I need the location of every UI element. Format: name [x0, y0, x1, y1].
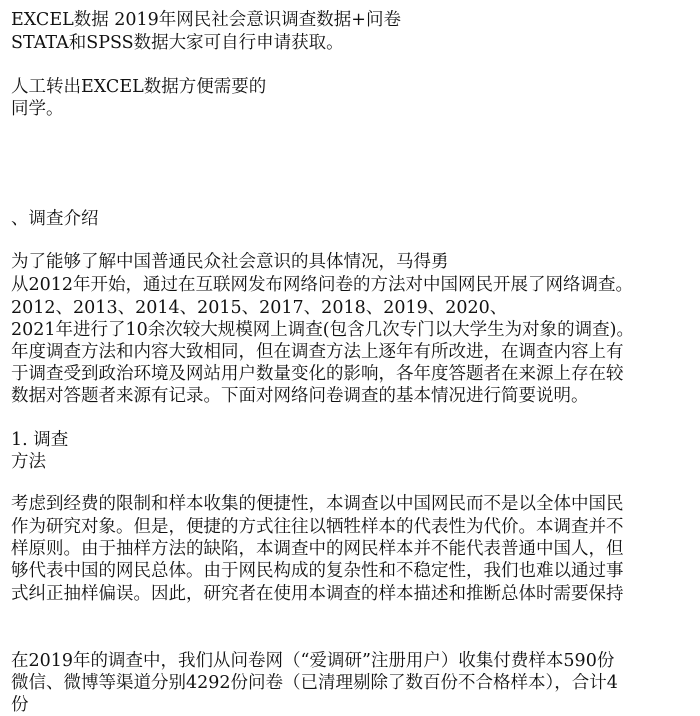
section-heading-intro: 、调查介绍 — [11, 209, 99, 229]
header-line-4: 同学。 — [11, 99, 64, 119]
section-heading-method-cont: 方法 — [11, 452, 46, 472]
header-line-2: STATA和SPSS数据大家可自行申请获取。 — [11, 33, 344, 53]
year2019-line: 微信、微博等渠道分别4292份问卷（已清理剔除了数百份不合格样本），合计4 — [11, 673, 618, 693]
section-heading-method: 1. 调查 — [11, 430, 69, 450]
year2019-line: 在2019年的调查中，我们从问卷网（“爱调研”注册用户）收集付费样本590份 — [11, 651, 615, 671]
intro-line: 于调查受到政治环境及网站用户数量变化的影响，各年度答题者在来源上存在较 — [11, 364, 624, 384]
method-line: 样原则。由于抽样方法的缺陷，本调查中的网民样本并不能代表普通中国人，但 — [11, 539, 624, 559]
intro-line: 数据对答题者来源有记录。下面对网络问卷调查的基本情况进行简要说明。 — [11, 386, 589, 406]
intro-line: 2012、2013、2014、2015、2017、2018、2019、2020、 — [11, 298, 508, 318]
header-line-3: 人工转出EXCEL数据方便需要的 — [11, 77, 267, 97]
intro-line: 为了能够了解中国普通民众社会意识的具体情况，马得勇 — [11, 252, 449, 272]
intro-line: 2021年进行了10余次较大规模网上调查(包含几次专门以大学生为对象的调查)。 — [11, 320, 634, 340]
method-line: 考虑到经费的限制和样本收集的便捷性，本调查以中国网民而不是以全体中国民 — [11, 494, 624, 514]
year2019-line: 份 — [11, 695, 29, 715]
method-line: 够代表中国的网民总体。由于网民构成的复杂性和不稳定性，我们也难以通过事 — [11, 561, 624, 581]
intro-line: 年度调查方法和内容大致相同，但在调查方法上逐年有所改进，在调查内容上有 — [11, 342, 624, 362]
header-line-1: EXCEL数据 2019年网民社会意识调查数据+问卷 — [11, 10, 401, 30]
intro-line: 从2012年开始，通过在互联网发布网络问卷的方法对中国网民开展了网络调查。 — [11, 275, 634, 295]
method-line: 式纠正抽样偏误。因此，研究者在使用本调查的样本描述和推断总体时需要保持 — [11, 584, 624, 604]
method-line: 作为研究对象。但是，便捷的方式往往以牺牲样本的代表性为代价。本调查并不 — [11, 517, 624, 537]
